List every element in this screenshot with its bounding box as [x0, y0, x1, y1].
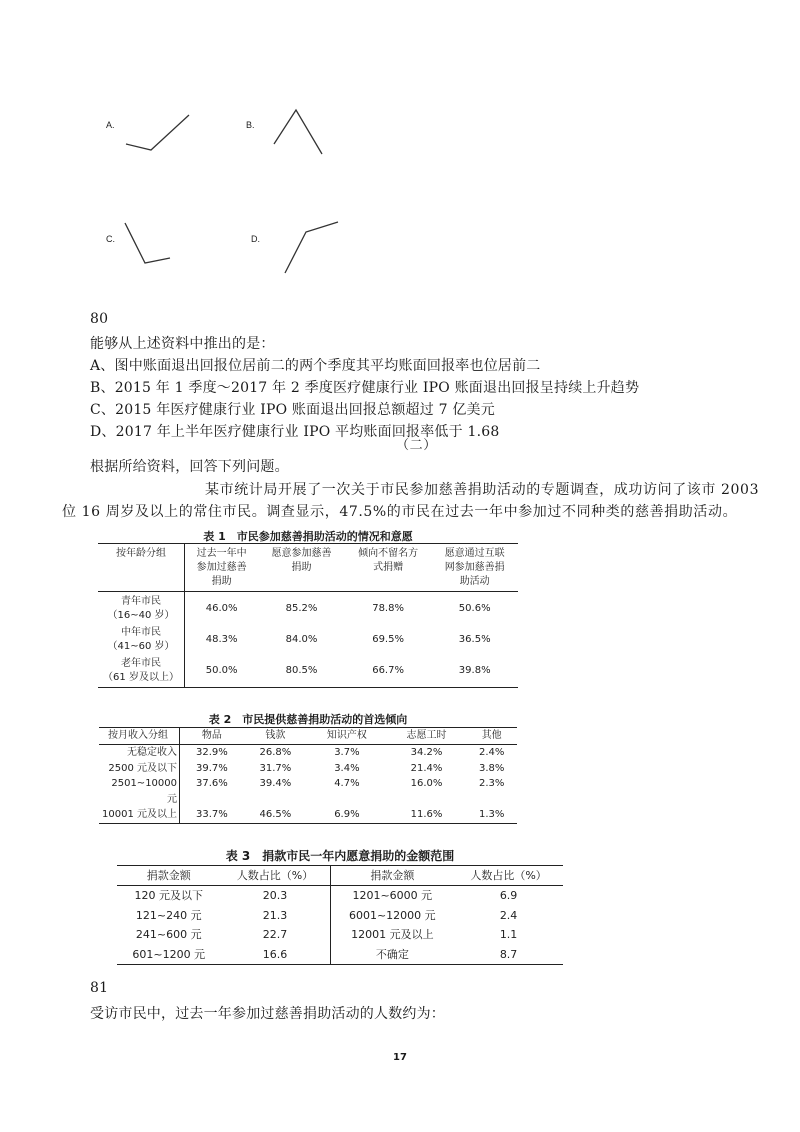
- table-cell: 46.5%: [259, 809, 292, 820]
- table-cell: 2501~10000 元: [99, 776, 180, 807]
- table3: [117, 865, 563, 965]
- table-cell: 50.0%: [205, 665, 238, 676]
- table-cell: 31.7%: [259, 762, 292, 774]
- table-cell: 34.2%: [410, 747, 443, 758]
- table3-header-row: [117, 866, 563, 886]
- table-cell: 6.9: [499, 889, 518, 902]
- table-cell: 3.7%: [334, 747, 360, 758]
- table-cell: 无稳定收入: [99, 745, 180, 761]
- table3-header-cell: 人数占比（%）: [454, 866, 563, 886]
- table2: [99, 727, 517, 824]
- table-cell: 20.3: [262, 889, 288, 902]
- table2-header-cell: 志愿工时: [387, 728, 467, 745]
- table-cell: 2.3%: [478, 778, 505, 789]
- table-cell: 39.4%: [259, 778, 292, 789]
- table-cell: 22.7: [262, 928, 288, 941]
- table1-header-cell: 愿意参加慈善 捐助: [258, 544, 345, 592]
- option-label-a: A.: [106, 120, 115, 130]
- question-80-option-b: B、2015 年 1 季度～2017 年 2 季度医疗健康行业 IPO 账面退出回报呈持续上升趋势: [90, 380, 640, 396]
- table-cell: 33.7%: [196, 809, 228, 820]
- table-cell: 6.9%: [334, 809, 360, 820]
- table1-caption: 表 1 市民参加慈善捐助活动的情况和意愿: [203, 530, 413, 543]
- table-row: [117, 925, 563, 945]
- table-cell: 50.6%: [458, 603, 491, 614]
- table1-header-row: [98, 544, 518, 592]
- section-heading: （二）: [396, 438, 437, 453]
- table-cell: 26.8%: [259, 747, 292, 758]
- table-row: [99, 745, 517, 761]
- table-row: [117, 945, 563, 965]
- sketch-a: [126, 115, 189, 150]
- sketch-d: [285, 222, 338, 273]
- table1-header-cell: 愿意通过互联 网参加慈善捐 助活动: [431, 544, 518, 592]
- section-instruction: 根据所给资料，回答下列问题。: [90, 459, 289, 475]
- table-cell: 241~600 元: [135, 928, 202, 941]
- question-80-number: 80: [90, 311, 109, 327]
- page-number: 17: [393, 1052, 407, 1063]
- table3-caption: 表 3 捐款市民一年内愿意捐助的金额范围: [225, 849, 455, 863]
- table-row: [99, 807, 517, 823]
- table-cell: 6001~12000 元: [330, 906, 454, 926]
- table2-header-cell: 其他: [466, 728, 517, 745]
- table-cell: 46.0%: [205, 603, 238, 614]
- table-cell: 10001 元及以上: [99, 807, 180, 823]
- table-row: [117, 906, 563, 926]
- question-80-option-a: A、图中账面退出回报位居前二的两个季度其平均账面回报率也位居前二: [90, 358, 541, 374]
- table-cell: 2.4%: [478, 747, 505, 758]
- section-paragraph-line1: 某市统计局开展了一次关于市民参加慈善捐助活动的专题调查，成功访问了该市 2003: [205, 482, 760, 498]
- table-row: [99, 776, 517, 807]
- option-label-b: B.: [246, 120, 255, 130]
- table1-header-cell: 倾向不留名方 式捐赠: [345, 544, 432, 592]
- table-cell: 1201~6000 元: [330, 886, 454, 906]
- table3-header-cell: 捐款金额: [330, 866, 454, 886]
- table-cell: 36.5%: [458, 634, 491, 645]
- table-cell: 3.4%: [334, 762, 360, 774]
- table-cell: 1.1: [499, 928, 518, 941]
- table-row: [98, 654, 518, 688]
- table3-header-cell: 捐款金额: [117, 866, 220, 886]
- table-cell: 21.3: [262, 908, 288, 922]
- table-cell: 3.8%: [478, 762, 505, 774]
- table-cell: 16.6: [262, 947, 288, 961]
- section-paragraph-line2: 位 16 周岁及以上的常住市民。调查显示，47.5%的市民在过去一年中参加过不同种类的慈善捐助活动。: [62, 504, 738, 520]
- table2-header-cell: 知识产权: [307, 728, 387, 745]
- table-cell: 39.8%: [458, 665, 491, 676]
- table1-group-cell: 青年市民 （16~40 岁）: [98, 592, 185, 624]
- table-cell: 不确定: [330, 945, 454, 965]
- table2-header-cell: 物品: [180, 728, 244, 745]
- table2-header-row: [99, 728, 517, 745]
- table-row: [98, 623, 518, 654]
- table-row: [99, 761, 517, 777]
- question-80-stem: 能够从上述资料中推出的是：: [90, 336, 275, 352]
- table-cell: 39.7%: [196, 762, 228, 774]
- question-80-option-d: D、2017 年上半年医疗健康行业 IPO 平均账面回报率低于 1.68: [90, 424, 500, 440]
- table1-group-cell: 老年市民 （61 岁及以上）: [98, 654, 185, 688]
- table-cell: 48.3%: [205, 634, 238, 645]
- table2-header-cell: 按月收入分组: [99, 728, 180, 745]
- table-cell: 21.4%: [410, 762, 443, 774]
- option-label-d: D.: [251, 234, 260, 244]
- question-80-option-c: C、2015 年医疗健康行业 IPO 账面退出回报总额超过 7 亿美元: [90, 402, 495, 418]
- table1-header-cell: 过去一年中 参加过慈善 捐助: [185, 544, 259, 592]
- table-cell: 120 元及以下: [134, 889, 203, 902]
- table-row: [117, 886, 563, 906]
- table-row: [98, 592, 518, 624]
- table-cell: 601~1200 元: [132, 947, 206, 961]
- table3-header-cell: 人数占比（%）: [220, 866, 330, 886]
- table-cell: 121~240 元: [135, 908, 202, 922]
- table-cell: 80.5%: [285, 665, 318, 676]
- table-cell: 32.9%: [196, 747, 228, 758]
- table1-group-cell: 中年市民 （41~60 岁）: [98, 623, 185, 654]
- table2-caption: 表 2 市民提供慈善捐助活动的首选倾向: [208, 713, 408, 726]
- table-cell: 84.0%: [285, 634, 318, 645]
- option-line-sketches: [0, 0, 400, 290]
- table1-header-cell: 按年龄分组: [98, 544, 185, 592]
- table-cell: 11.6%: [410, 809, 443, 820]
- question-81-stem: 受访市民中，过去一年参加过慈善捐助活动的人数约为：: [90, 1006, 445, 1022]
- question-81-number: 81: [90, 980, 109, 996]
- option-label-c: C.: [106, 234, 115, 244]
- sketch-b: [274, 110, 322, 154]
- table2-header-cell: 钱款: [244, 728, 307, 745]
- table1: [98, 543, 518, 688]
- table-cell: 1.3%: [478, 809, 505, 820]
- table-cell: 66.7%: [372, 665, 404, 676]
- table-cell: 12001 元及以上: [330, 925, 454, 945]
- table-cell: 2500 元及以下: [99, 761, 180, 777]
- table-cell: 69.5%: [372, 634, 404, 645]
- table-cell: 8.7: [499, 947, 518, 961]
- table-cell: 37.6%: [196, 778, 228, 789]
- table-cell: 78.8%: [372, 603, 404, 614]
- table-cell: 2.4: [499, 908, 518, 922]
- sketch-c: [125, 223, 170, 263]
- table-cell: 4.7%: [334, 778, 360, 789]
- table-cell: 85.2%: [285, 603, 318, 614]
- table-cell: 16.0%: [410, 778, 443, 789]
